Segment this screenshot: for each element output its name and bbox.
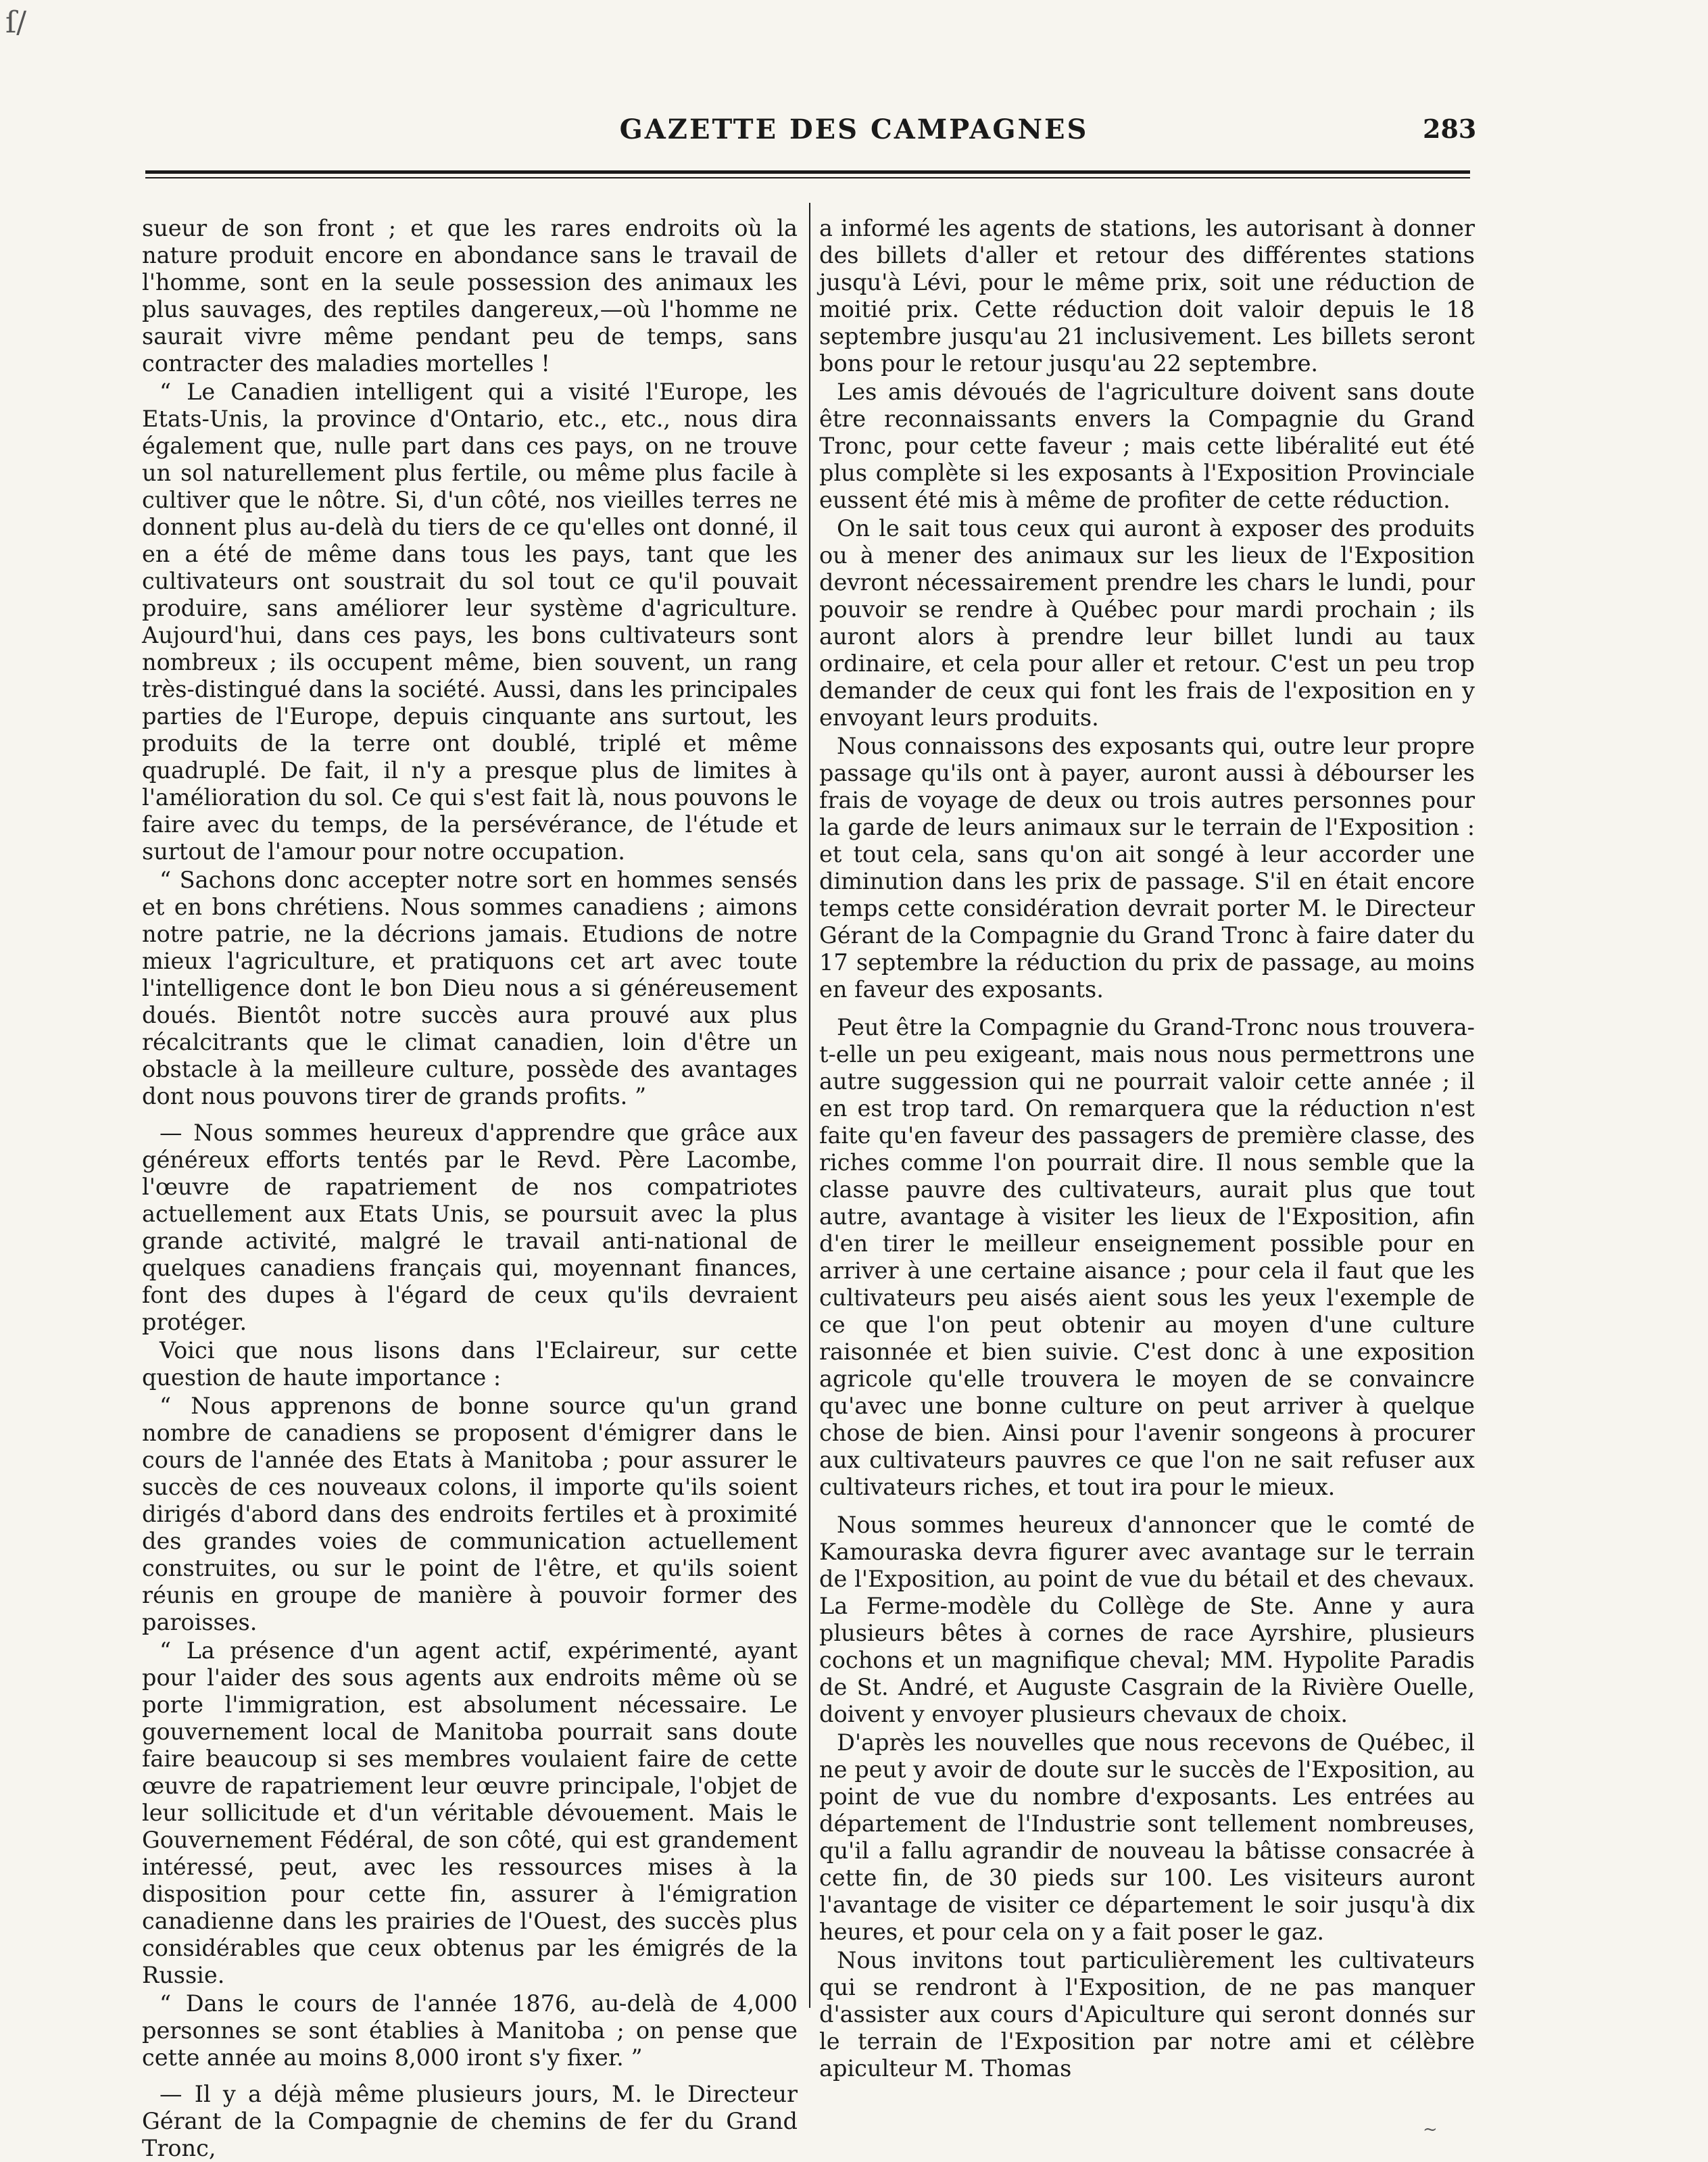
paragraph: “ Nous apprenons de bonne source qu'un grand nombre de canadiens se proposent d'émigrer dans le cours de l'année des Etats à Manitoba ; pour assurer le succès de ces nouveaux colons, il importe qu'ils soient dirigés d'abord dans des endroits fertiles et à proximité des grandes voies de communication actuellement construites, ou sur le point de l'être, et qu'ils soient réunis en groupe de manière à pouvoir former des paroisses.	[142, 1393, 798, 1635]
paragraph: Nous invitons tout particulièrement les cultivateurs qui se rendront à l'Exposition, de ne pas manquer d'assister aux cours d'Apiculture qui seront donnés sur le terrain de l'Exposition par notre ami et célèbre apiculteur M. Thomas	[819, 1947, 1475, 2082]
paragraph: sueur de son front ; et que les rares endroits où la nature produit encore en abondance sans le travail de l'homme, sont en la seule possession des animaux les plus sauvages, des reptiles dangereux,—où l'homme ne saurait vivre même pendant peu de temps, sans contracter des maladies mortelles !	[142, 215, 798, 377]
page-number: 283	[1423, 114, 1477, 144]
paragraph: Nous connaissons des exposants qui, outre leur propre passage qu'ils ont à payer, auront aussi à débourser les frais de voyage de deux ou trois autres personnes pour la garde de leurs animaux sur le terrain de l'Exposition : et tout cela, sans qu'on ait songé à leur accorder une diminution dans les prix de passage. S'il en était encore temps cette considération devrait porter M. le Directeur Gérant de la Compagnie du Grand Tronc à faire dater du 17 septembre la réduction du prix de passage, au moins en faveur des exposants.	[819, 733, 1475, 1003]
corner-scan-mark: ſ/	[5, 5, 27, 40]
paragraph: Les amis dévoués de l'agriculture doivent sans doute être reconnaissants envers la Compagnie du Grand Tronc, pour cette faveur ; mais cette libéralité eut été plus complète si les exposants à l'Exposition Provinciale eussent été mis à même de profiter de cette réduction.	[819, 379, 1475, 513]
left-column	[142, 215, 798, 2161]
paragraph: D'après les nouvelles que nous recevons de Québec, il ne peut y avoir de doute sur le succès de l'Exposition, au point de vue du nombre d'exposants. Les entrées au département de l'Industrie sont tellement nombreuses, qu'il a fallu agrandir de nouveau la bâtisse consacrée à cette fin, de 30 pieds sur 100. Les visiteurs auront l'avantage de visiter ce département le soir jusqu'à dix heures, et pour cela on y a fait poser le gaz.	[819, 1729, 1475, 1945]
paragraph: — Il y a déjà même plusieurs jours, M. le Directeur Gérant de la Compagnie de chemins de fer du Grand Tronc,	[142, 2081, 798, 2161]
paragraph: On le sait tous ceux qui auront à exposer des produits ou à mener des animaux sur les lieux de l'Exposition devront nécessairement prendre les chars le lundi, pour pouvoir se rendre à Québec pour mardi prochain ; ils auront alors à prendre leur billet lundi au taux ordinaire, et cela pour aller et retour. C'est un peu trop demander de ceux qui font les frais de l'exposition en y envoyant leurs produits.	[819, 515, 1475, 731]
paragraph: “ Dans le cours de l'année 1876, au-delà de 4,000 personnes se sont établies à Manitoba ; on pense que cette année au moins 8,000 iront s'y fixer. ”	[142, 1990, 798, 2071]
header-rule-thick	[145, 170, 1470, 174]
paragraph: “ Sachons donc accepter notre sort en hommes sensés et en bons chrétiens. Nous sommes canadiens ; aimons notre patrie, ne la décrions jamais. Etudions de notre mieux l'agriculture, et pratiquons cet art avec toute l'intelligence dont le bon Dieu nous a si généreusement doués. Bientôt notre succès aura prouvé aux plus récalcitrants que le climat canadien, loin d'être un obstacle à la meilleure culture, possède des avantages dont nous pouvons tirer de grands profits. ”	[142, 867, 798, 1109]
paragraph: Peut être la Compagnie du Grand-Tronc nous trouvera-t-elle un peu exigeant, mais nous nous permettrons une autre suggession qui ne pourrait valoir cette année ; il en est trop tard. On remarquera que la réduction n'est faite qu'en faveur des passagers de première classe, des riches comme l'on pourrait dire. Il nous semble que la classe pauvre des cultivateurs, aurait plus que tout autre, avantage à visiter les lieux de l'Exposition, afin d'en tirer le meilleur enseignement possible pour en arriver à une certaine aisance ; pour cela il faut que les cultivateurs peu aisés aient sous les yeux l'exemple de ce que l'on peut obtenir au moyen d'une culture raisonnée et bien suivie. C'est donc à une exposition agricole qu'elle trouvera le moyen de se convaincre qu'avec une bonne culture on peut arriver à quelque chose de bien. Ainsi pour l'avenir songeons à procurer aux cultivateurs pauvres ce que l'on ne sait refuser aux cultivateurs riches, et tout ira pour le mieux.	[819, 1014, 1475, 1500]
paragraph: Nous sommes heureux d'annoncer que le comté de Kamouraska devra figurer avec avantage sur le terrain de l'Exposition, au point de vue du bétail et des chevaux. La Ferme-modèle du Collège de Ste. Anne y aura plusieurs bêtes à cornes de race Ayrshire, plusieurs cochons et un magnifique cheval; MM. Hypolite Paradis de St. André, et Auguste Casgrain de la Rivière Ouelle, doivent y envoyer plusieurs chevaux de choix.	[819, 1512, 1475, 1727]
paragraph: a informé les agents de stations, les autorisant à donner des billets d'aller et retour des différentes stations jusqu'à Lévi, pour le même prix, soit une réduction de moitié prix. Cette réduction doit valoir depuis le 18 septembre jusqu'au 21 inclusivement. Les billets seront bons pour le retour jusqu'au 22 septembre.	[819, 215, 1475, 377]
paragraph: “ La présence d'un agent actif, expérimenté, ayant pour l'aider des sous agents aux endroits même où se porte l'immigration, est absolument nécessaire. Le gouvernement local de Manitoba pourrait sans doute faire beaucoup si ses membres voulaient faire de cette œuvre de rapatriement leur œuvre principale, l'objet de leur sollicitude et d'un véritable dévouement. Mais le Gouvernement Fédéral, de son côté, qui est grandement intéressé, peut, avec les ressources mises à la disposition pour cette fin, assurer à l'émigration canadienne dans les prairies de l'Ouest, des succès plus considérables que ceux obtenus par les émigrés de la Russie.	[142, 1637, 798, 1988]
right-column	[819, 215, 1475, 2082]
paragraph: “ Le Canadien intelligent qui a visité l'Europe, les Etats-Unis, la province d'Ontario, etc., etc., nous dira également que, nulle part dans ces pays, on ne trouve un sol naturellement plus fertile, ou même plus facile à cultiver que le nôtre. Si, d'un côté, nos vieilles terres ne donnent plus au-delà du tiers de ce qu'elles ont donné, il en a été de même dans tous les pays, tant que les cultivateurs ont soustrait du sol tout ce qu'il pouvait produire, sans améliorer leur système d'agriculture. Aujourd'hui, dans ces pays, les bons cultivateurs sont nombreux ; ils occupent même, bien souvent, un rang très-distingué dans la société. Aussi, dans les principales parties de l'Europe, depuis cinquante ans surtout, les produits de la terre ont doublé, triplé et même quadruplé. De fait, il n'y a presque plus de limites à l'amélioration du sol. Ce qui s'est fait là, nous pouvons le faire avec du temps, de la persévérance, de l'étude et surtout de l'amour pour notre occupation.	[142, 379, 798, 865]
bottom-scan-mark: ~	[1423, 2119, 1438, 2140]
header-rule-thin	[145, 177, 1470, 178]
paragraph: Voici que nous lisons dans l'Eclaireur, sur cette question de haute importance :	[142, 1337, 798, 1391]
column-divider	[809, 203, 810, 2008]
paragraph: — Nous sommes heureux d'apprendre que grâce aux généreux efforts tentés par le Revd. Père Lacombe, l'œuvre de rapatriement de nos compatriotes actuellement aux Etats Unis, se poursuit avec la plus grande activité, malgré le travail anti-national de quelques canadiens français qui, moyennant finances, font des dupes à l'égard de ceux qu'ils devraient protéger.	[142, 1120, 798, 1335]
running-title: GAZETTE DES CAMPAGNES	[619, 114, 1089, 145]
